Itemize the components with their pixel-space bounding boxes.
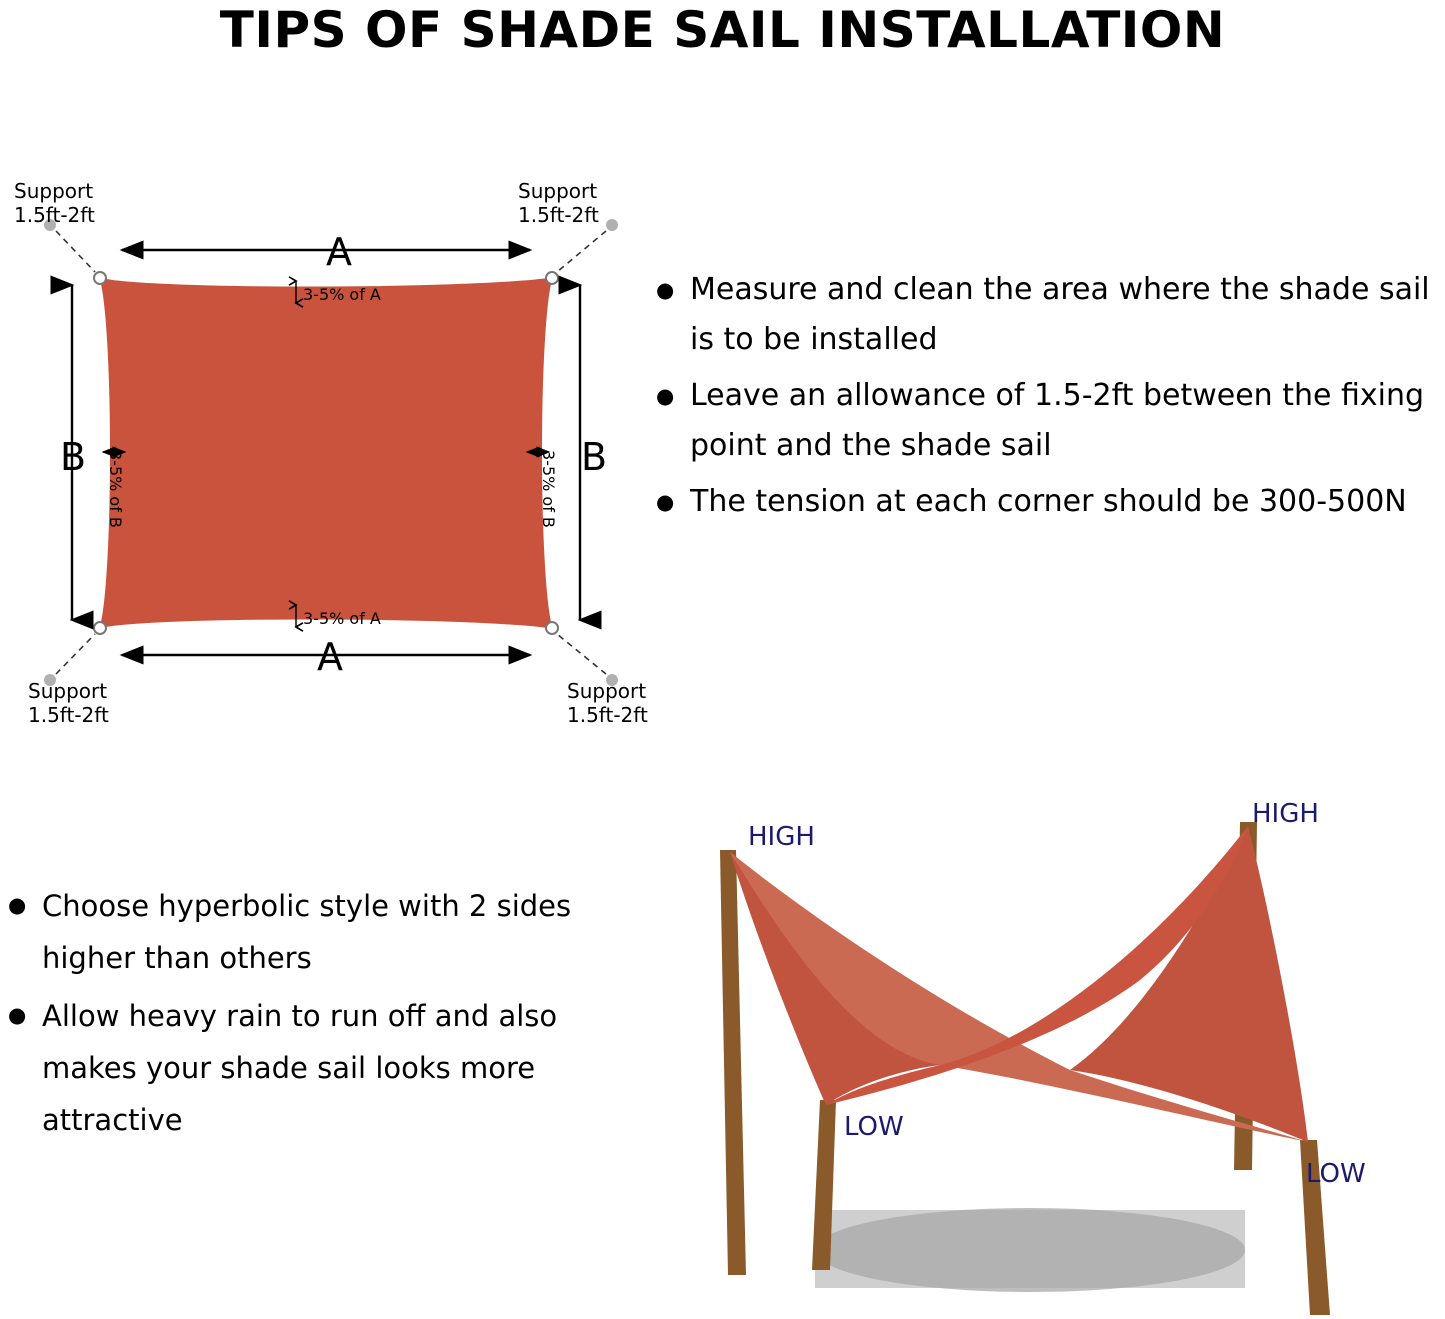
top-tips-list bbox=[648, 265, 1445, 533]
label-pct-a-bottom: 3-5% of A bbox=[303, 609, 381, 628]
list-item: ● Choose hyperbolic style with 2 sides higher than others bbox=[0, 880, 630, 984]
rectangle-sail-diagram bbox=[0, 150, 660, 730]
support-label-bottom-left: Support bbox=[28, 679, 108, 703]
label-high-right: HIGH bbox=[1252, 799, 1319, 829]
sail-shape bbox=[100, 278, 552, 628]
label-side-a-bottom: A bbox=[317, 635, 343, 679]
label-pct-b-right: 3-5% of B bbox=[539, 450, 558, 528]
hyperbolic-sail-diagram bbox=[640, 770, 1445, 1315]
bottom-tips-list bbox=[0, 880, 630, 1152]
label-side-b-right: B bbox=[580, 435, 608, 479]
label-side-b-left: B bbox=[59, 435, 87, 479]
support-value-bottom-left: 1.5ft-2ft bbox=[28, 703, 109, 727]
list-item: ● The tension at each corner should be 300-500N bbox=[648, 477, 1445, 527]
support-value-bottom-right: 1.5ft-2ft bbox=[567, 703, 648, 727]
support-value-top-right: 1.5ft-2ft bbox=[518, 203, 599, 227]
list-item: ● Leave an allowance of 1.5-2ft between the fixing point and the shade sail bbox=[648, 371, 1445, 471]
label-side-a-top: A bbox=[326, 230, 352, 274]
label-high-left: HIGH bbox=[748, 822, 815, 852]
label-pct-b-left: 3-5% of B bbox=[106, 450, 125, 528]
support-label-top-right: Support bbox=[518, 179, 598, 203]
pole-high-left bbox=[720, 850, 746, 1275]
support-label-bottom-right: Support bbox=[567, 679, 647, 703]
label-low-right: LOW bbox=[1306, 1159, 1366, 1189]
label-low-left: LOW bbox=[844, 1112, 904, 1142]
label-pct-a-top: 3-5% of A bbox=[303, 285, 381, 304]
support-label-top-left: Support bbox=[14, 179, 94, 203]
page-title: TIPS OF SHADE SAIL INSTALLATION bbox=[219, 1, 1226, 59]
support-value-top-left: 1.5ft-2ft bbox=[14, 203, 95, 227]
list-item: ● Measure and clean the area where the shade sail is to be installed bbox=[648, 265, 1445, 365]
list-item: ● Allow heavy rain to run off and also makes your shade sail looks more attractive bbox=[0, 990, 630, 1146]
